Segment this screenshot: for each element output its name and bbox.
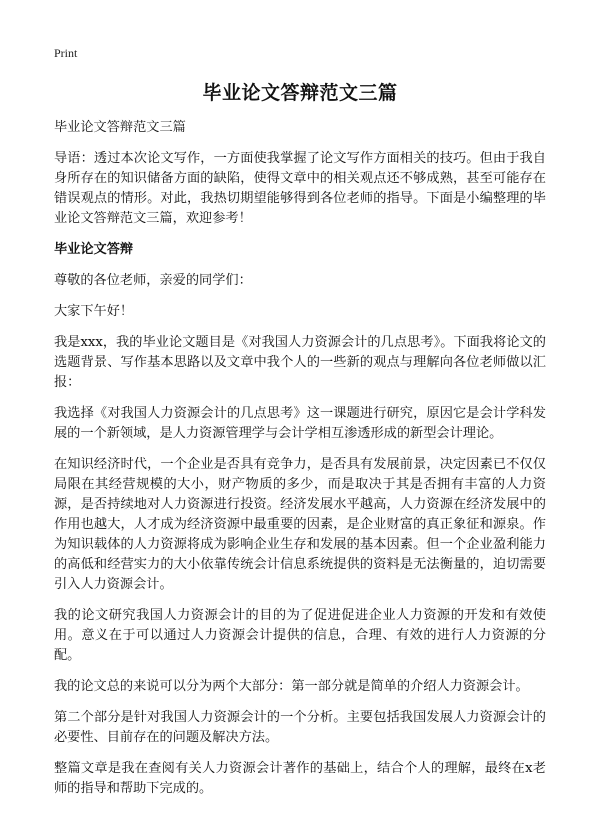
article-body	[54, 118, 546, 810]
body-paragraph: 我是xxx，我的毕业论文题目是《对我国人力资源会计的几点思考》。下面我将论文的选题背景、写作基本思路以及文章中我个人的一些新的观点与理解向各位老师做以汇报：	[54, 335, 546, 390]
greeting-paragraph: 大家下午好！	[54, 304, 134, 319]
section-heading: 毕业论文答辩	[54, 242, 134, 257]
article-subtitle: 毕业论文答辩范文三篇	[54, 120, 186, 135]
page-title: 毕业论文答辩范文三篇	[202, 82, 398, 104]
body-paragraph: 第二个部分是针对我国人力资源会计的一个分析。主要包括我国发展人力资源会计的必要性、目前存在的问题及解决方法。	[54, 710, 546, 745]
body-paragraph: 我的论文总的来说可以分为两个大部分：第一部分就是简单的介绍人力资源会计。	[54, 679, 529, 694]
print-link[interactable]: Print	[54, 46, 78, 60]
salutation-paragraph: 尊敬的各位老师，亲爱的同学们：	[54, 273, 252, 288]
body-paragraph: 我选择《对我国人力资源会计的几点思考》这一课题进行研究，原因它是会计学科发展的一个新领域，是人力资源管理学与会计学相互渗透形成的新型会计理论。	[54, 406, 546, 441]
body-paragraph: 整篇文章是我在查阅有关人力资源会计著作的基础上，结合个人的理解，最终在x老师的指导和帮助下完成的。	[54, 761, 546, 796]
body-paragraph: 我的论文研究我国人力资源会计的目的为了促进促进企业人力资源的开发和有效使用。意义在于可以通过人力资源会计提供的信息，合理、有效的进行人力资源的分配。	[54, 608, 546, 663]
intro-paragraph: 导语：透过本次论文写作，一方面使我掌握了论文写作方面相关的技巧。但由于我自身所存在的知识储备方面的缺陷，使得文章中的相关观点还不够成熟，甚至可能存在错误观点的情形。对此，我热切期望能够得到各位老师的指导。下面是小编整理的毕业论文答辩范文三篇，欢迎参考！	[54, 151, 546, 226]
body-paragraph: 在知识经济时代，一个企业是否具有竞争力，是否具有发展前景，决定因素已不仅仅局限在其经营规模的大小，财产物质的多少，而是取决于其是否拥有丰富的人力资源，是否持续地对人力资源进行投资。经济发展水平越高，人力资源在经济发展中的作用也越大，人才成为经济资源中最重要的因素，是企业财富的真正象征和源泉。作为知识载体的人力资源将成为影响企业生存和发展的基本因素。但一个企业盈利能力的高低和经营实力的大小依靠传统会计信息系统提供的资料是无法衡量的，迫切需要引入人力资源会计。	[54, 457, 546, 592]
